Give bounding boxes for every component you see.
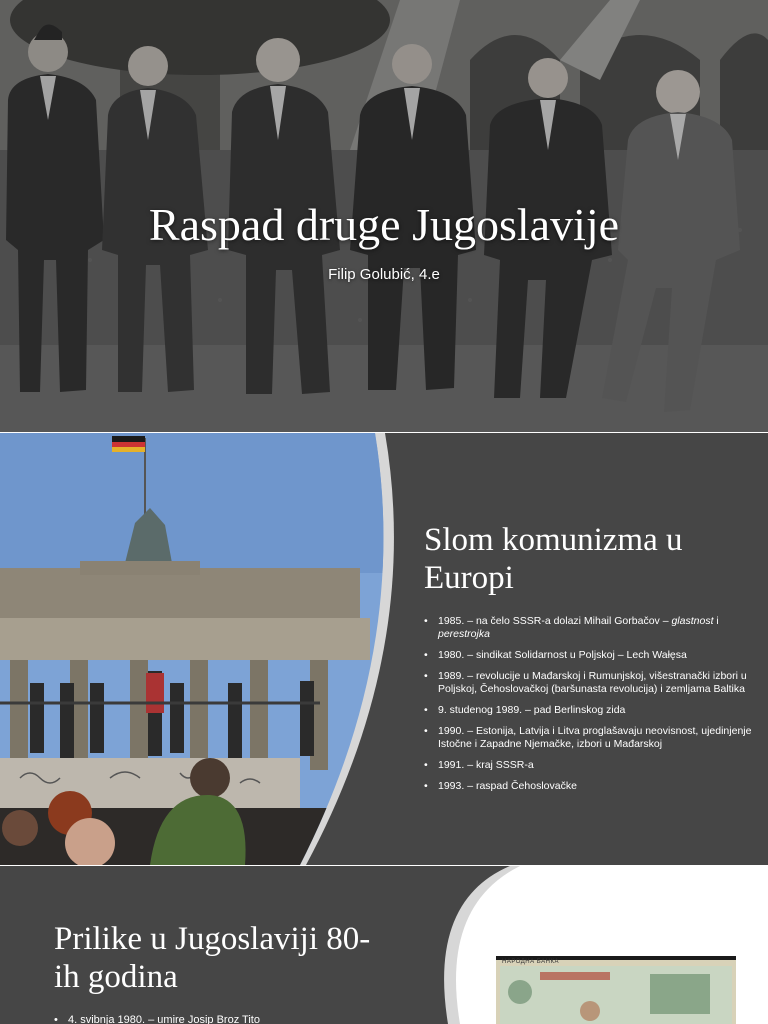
communism-collapse-slide xyxy=(0,433,768,865)
list-item: • 1993. – raspad Čehoslovačke xyxy=(424,780,754,793)
timeline-list xyxy=(54,1014,394,1024)
yugoslavia-80s-slide xyxy=(0,866,768,1024)
list-item: • 1991. – kraj SSSR-a xyxy=(424,759,754,772)
list-item: • 4. svibnja 1980. – umire Josip Broz Tito xyxy=(54,1014,394,1024)
title-slide xyxy=(0,0,768,432)
banknote-image xyxy=(410,866,768,1024)
list-item: • 1985. – na čelo SSSR-a dolazi Mihail Gorbačov – glastnost i perestrojka xyxy=(424,615,754,641)
timeline-list xyxy=(424,615,754,801)
list-item: • 1990. – Estonija, Latvija i Litva proglašavaju neovisnost, ujedinjenje Istočne i Zapadne Njemačke, izbori u Mađarskoj xyxy=(424,725,754,751)
banknote-caption: НАРОДНА БАНКА xyxy=(502,959,559,965)
slide-title: Raspad druge Jugoslavije xyxy=(148,199,620,250)
slide-subtitle: Filip Golubić, 4.e xyxy=(328,266,440,283)
slide-title: Prilike u Jugoslaviji 80-ih godina xyxy=(54,921,371,995)
list-item: • 1980. – sindikat Solidarnost u Poljskoj – Lech Wałęsa xyxy=(424,649,754,662)
list-item: • 9. studenog 1989. – pad Berlinskog zida xyxy=(424,704,754,717)
list-item: • 1989. – revolucije u Mađarskoj i Rumunjskoj, višestranački izbori u Poljskoj, Čehoslovačkoj (baršunasta revolucija) i zemljama Baltika xyxy=(424,670,754,696)
berlin-wall-photo xyxy=(0,433,400,865)
slide-title: Slom komunizma u Europi xyxy=(424,522,683,596)
